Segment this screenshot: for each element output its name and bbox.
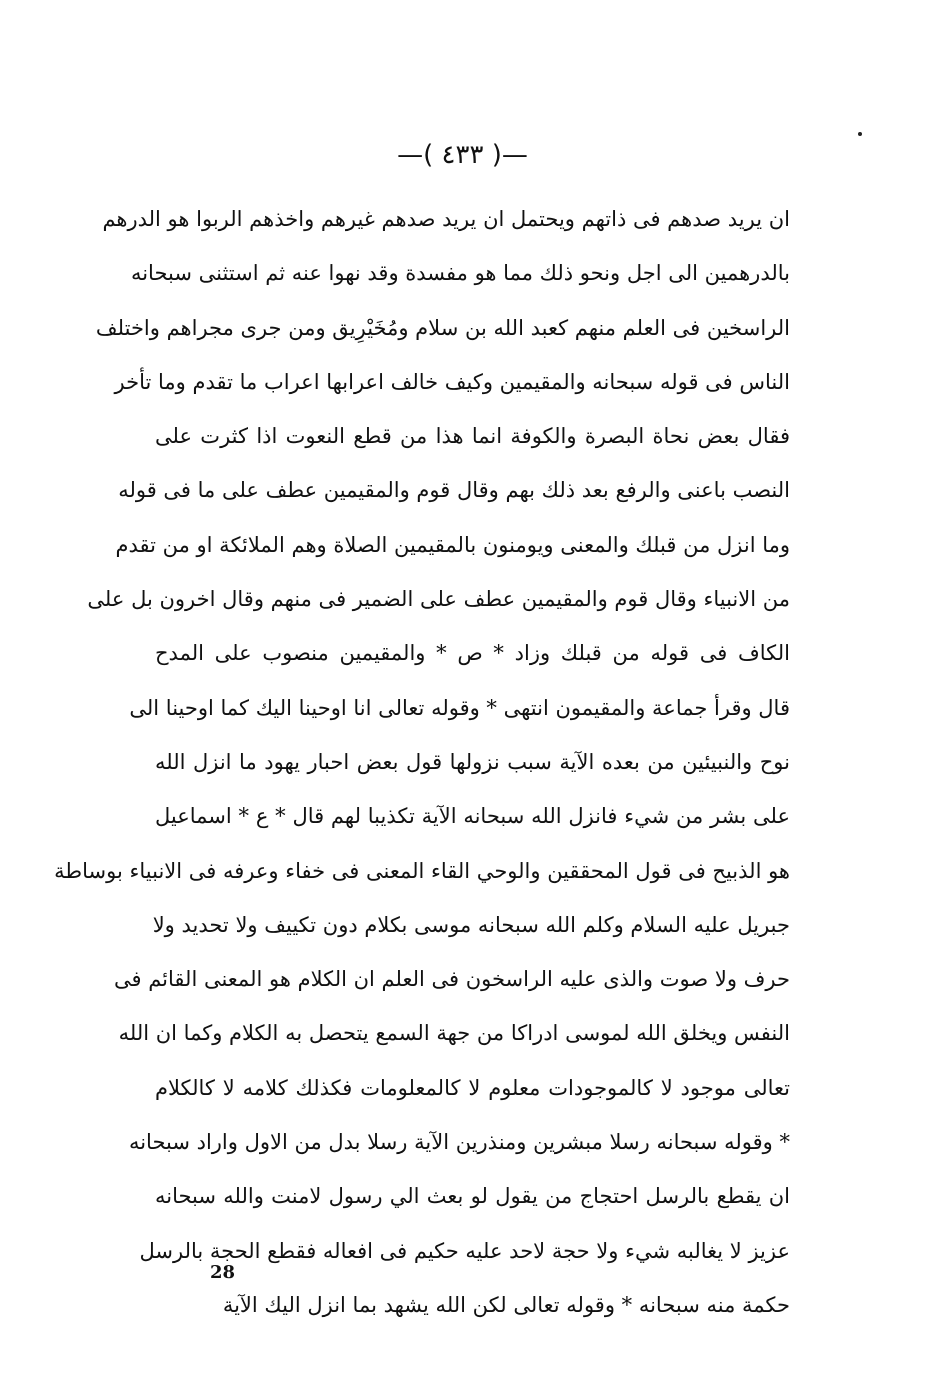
text-line: جبريل عليه السلام وكلم الله سبحانه موسى بكلام دون تكييف ولا تحديد ولا [152, 912, 790, 937]
text-line: تعالى موجود لا كالموجودات معلوم لا كالمعلومات فكذلك كلامه لا كالكلام [155, 1075, 790, 1100]
text-line: النفس ويخلق الله لموسى ادراكا من جهة السمع يتحصل به الكلام وكما ان الله [118, 1021, 790, 1046]
text-line: عزيز لا يغالبه شيء ولا حجة لاحد عليه حكيم فى افعاله فقطع الحجة بالرسل [139, 1238, 790, 1263]
text-line: الكاف فى قوله من قبلك وزاد * ص * والمقيمين منصوب على المدح [155, 641, 790, 666]
text-line: حكمة منه سبحانه * وقوله تعالى لكن الله يشهد بما انزل اليك الآية [222, 1292, 790, 1317]
text-line: النصب باعنى والرفع بعد ذلك بهم وقال قوم والمقيمين عطف على ما فى قوله [118, 478, 790, 503]
text-line: * وقوله سبحانه رسلا مبشرين ومنذرين الآية رسلا بدل من الاول واراد سبحانه [128, 1130, 790, 1155]
text-line: على بشر من شيء فانزل الله سبحانه الآية تكذيبا لهم قال * ع * اسماعيل [155, 804, 790, 829]
text-line: هو الذبيح فى قول المحققين والوحي القاء المعنى فى خفاء وعرفه فى الانبياء بوساطة [54, 858, 790, 883]
text-line: فقال بعض نحاة البصرة والكوفة انما هذا من قطع النعوت اذا كثرت على [155, 424, 790, 449]
text-line: ان يقطع بالرسل احتجاج من يقول لو بعث الي رسول لامنت والله سبحانه [155, 1184, 790, 1209]
text-line: نوح والنبيئين من بعده الآية سبب نزولها قول بعض احبار يهود ما انزل الله [155, 749, 790, 774]
text-line: بالدرهمين الى اجل ونحو ذلك مما هو مفسدة وقد نهوا عنه ثم استثنى سبحانه [130, 261, 790, 286]
arabic-body-text [54, 192, 790, 1332]
ink-speck [858, 132, 862, 136]
text-line: الراسخين فى العلم منهم كعبد الله بن سلام ومُخَيْرِيق ومن جرى مجراهم واختلف [95, 315, 790, 340]
page-number-header: —( ٤٣٣ )— [397, 140, 528, 170]
signature-mark: 28 [210, 1262, 236, 1283]
text-line: من الانبياء وقال قوم والمقيمين عطف على الضمير فى منهم وقال اخرون بل على [87, 587, 790, 612]
text-line: حرف ولا صوت والذى عليه الراسخون فى العلم ان الكلام هو المعنى القائم فى [113, 967, 790, 992]
text-line: ان يريد صدهم فى ذاتهم ويحتمل ان يريد صدهم غيرهم واخذهم الربوا هو الدرهم [102, 207, 790, 231]
text-line: الناس فى قوله سبحانه والمقيمين وكيف خالف اعرابها اعراب ما تقدم وما تأخر [114, 369, 790, 394]
text-line: وما انزل من قبلك والمعنى ويومنون بالمقيمين الصلاة وهم الملائكة او من تقدم [115, 532, 790, 557]
text-line: قال وقرأ جماعة والمقيمون انتهى * وقوله تعالى انا اوحينا اليك كما اوحينا الى [129, 695, 790, 720]
